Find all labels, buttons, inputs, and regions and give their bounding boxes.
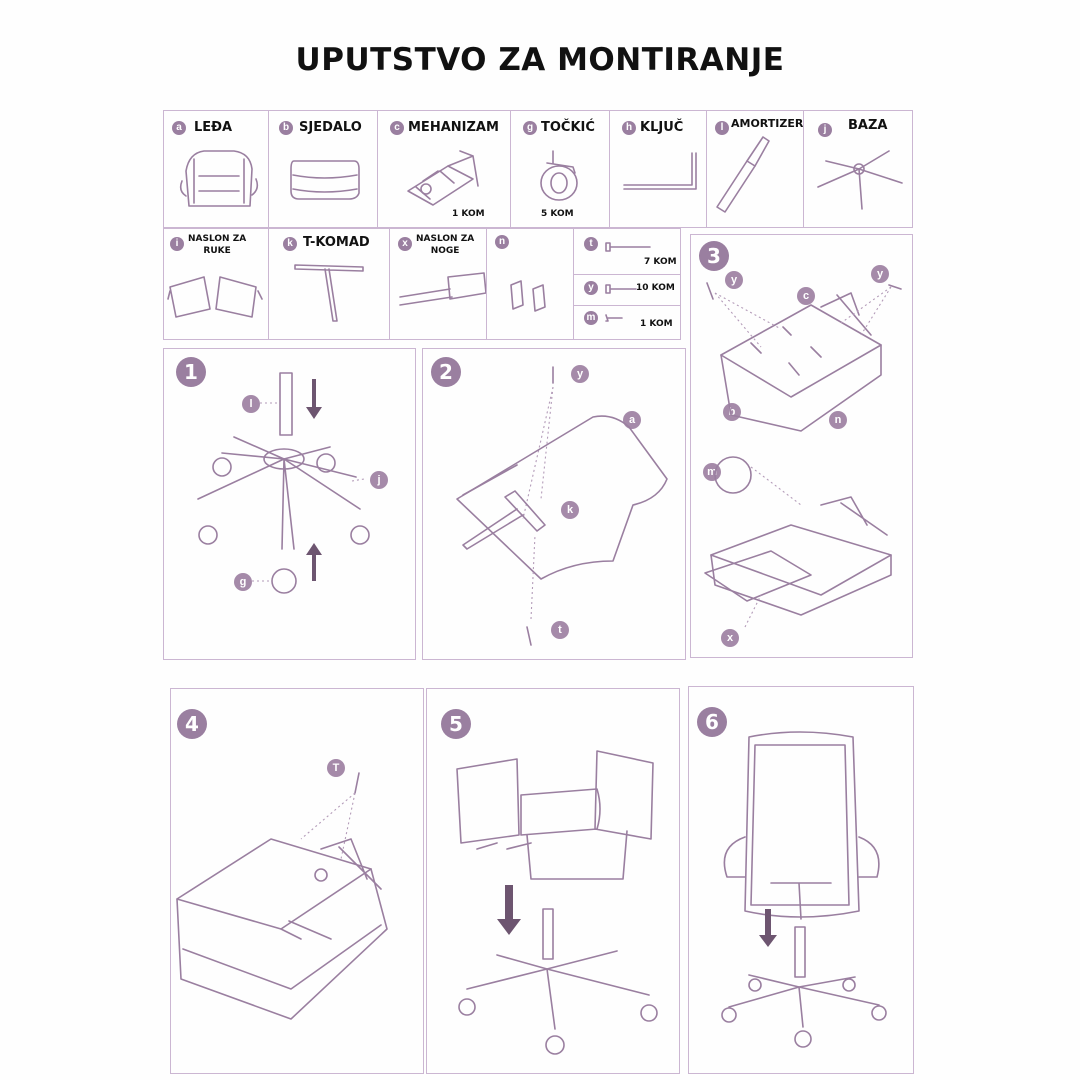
step-6-drawing — [689, 687, 915, 1075]
footrest-icon — [390, 229, 488, 341]
part-cell-base — [803, 110, 913, 228]
part-tag: y — [725, 271, 743, 289]
bracket-icon — [487, 229, 575, 341]
part-tag: x — [721, 629, 739, 647]
part-letter: x — [398, 237, 412, 251]
screw-letter: t — [584, 237, 598, 251]
hex-key-icon — [610, 111, 708, 229]
screw-qty: 7 KOM — [644, 257, 677, 267]
part-cell-footrest — [389, 228, 487, 340]
t-piece-icon — [269, 229, 391, 341]
gas-lift-icon — [707, 111, 805, 229]
part-tag: a — [623, 411, 641, 429]
part-letter: l — [715, 121, 729, 135]
part-cell-gaslift — [706, 110, 804, 228]
part-letter: j — [818, 123, 832, 137]
part-cell-caster — [510, 110, 610, 228]
step-number: 1 — [176, 357, 206, 387]
part-qty: 1 KOM — [452, 209, 485, 219]
part-tag: T — [327, 759, 345, 777]
step-2-panel — [422, 348, 686, 660]
part-letter: i — [170, 237, 184, 251]
step-2-drawing — [423, 349, 687, 661]
part-name: SJEDALO — [299, 120, 362, 135]
backrest-icon — [164, 111, 270, 229]
step-5-drawing — [427, 689, 681, 1075]
part-tag: n — [829, 411, 847, 429]
part-cell-back — [163, 110, 269, 228]
part-name: NASLON ZA NOGE — [416, 234, 475, 256]
step-6-panel — [688, 686, 914, 1074]
chair-base-icon — [804, 111, 914, 229]
step-number: 2 — [431, 357, 461, 387]
part-letter: c — [390, 121, 404, 135]
screw-letter: y — [584, 281, 598, 295]
part-cell-bracket — [486, 228, 574, 340]
screw-letter: m — [584, 311, 598, 325]
step-5-panel — [426, 688, 680, 1074]
part-cell-armrest — [163, 228, 269, 340]
page-title: UPUTSTVO ZA MONTIRANJE — [295, 42, 785, 78]
part-tag: y — [571, 365, 589, 383]
part-tag: k — [561, 501, 579, 519]
part-name: NASLON ZA RUKE — [188, 234, 247, 256]
part-name: TOČKIĆ — [541, 120, 595, 135]
part-letter: h — [622, 121, 636, 135]
part-name: AMORTIZER — [731, 117, 804, 130]
part-letter: b — [279, 121, 293, 135]
step-number: 5 — [441, 709, 471, 739]
step-number: 6 — [697, 707, 727, 737]
step-4-drawing — [171, 689, 425, 1075]
part-tag: j — [370, 471, 388, 489]
part-letter: a — [172, 121, 186, 135]
part-cell-screws-divider — [573, 274, 681, 306]
part-tag: g — [234, 573, 252, 591]
part-name: KLJUČ — [640, 120, 684, 135]
mechanism-icon — [378, 111, 512, 229]
part-letter: n — [495, 235, 509, 249]
part-tag: y — [871, 265, 889, 283]
step-number: 3 — [699, 241, 729, 271]
part-cell-t-piece — [268, 228, 390, 340]
part-name: T-KOMAD — [303, 235, 370, 250]
part-cell-key — [609, 110, 707, 228]
step-4-panel — [170, 688, 424, 1074]
part-letter: k — [283, 237, 297, 251]
step-1-drawing — [164, 349, 417, 661]
part-cell-mechanism — [377, 110, 511, 228]
armrest-icon — [164, 229, 270, 341]
caster-wheel-icon — [511, 111, 611, 229]
step-1-panel — [163, 348, 416, 660]
screw-qty: 1 KOM — [640, 319, 673, 329]
part-tag: b — [723, 403, 741, 421]
part-name: BAZA — [848, 118, 888, 133]
screw-qty: 10 KOM — [636, 283, 675, 293]
part-tag: l — [242, 395, 260, 413]
part-letter: g — [523, 121, 537, 135]
part-tag: m — [703, 463, 721, 481]
step-number: 4 — [177, 709, 207, 739]
step-3-panel — [690, 234, 913, 658]
part-qty: 5 KOM — [541, 209, 574, 219]
part-name: LEĐA — [194, 120, 233, 135]
part-tag: t — [551, 621, 569, 639]
part-cell-seat — [268, 110, 378, 228]
step-3-drawing — [691, 235, 914, 659]
part-name: MEHANIZAM — [408, 120, 499, 135]
seat-icon — [269, 111, 379, 229]
part-tag: c — [797, 287, 815, 305]
